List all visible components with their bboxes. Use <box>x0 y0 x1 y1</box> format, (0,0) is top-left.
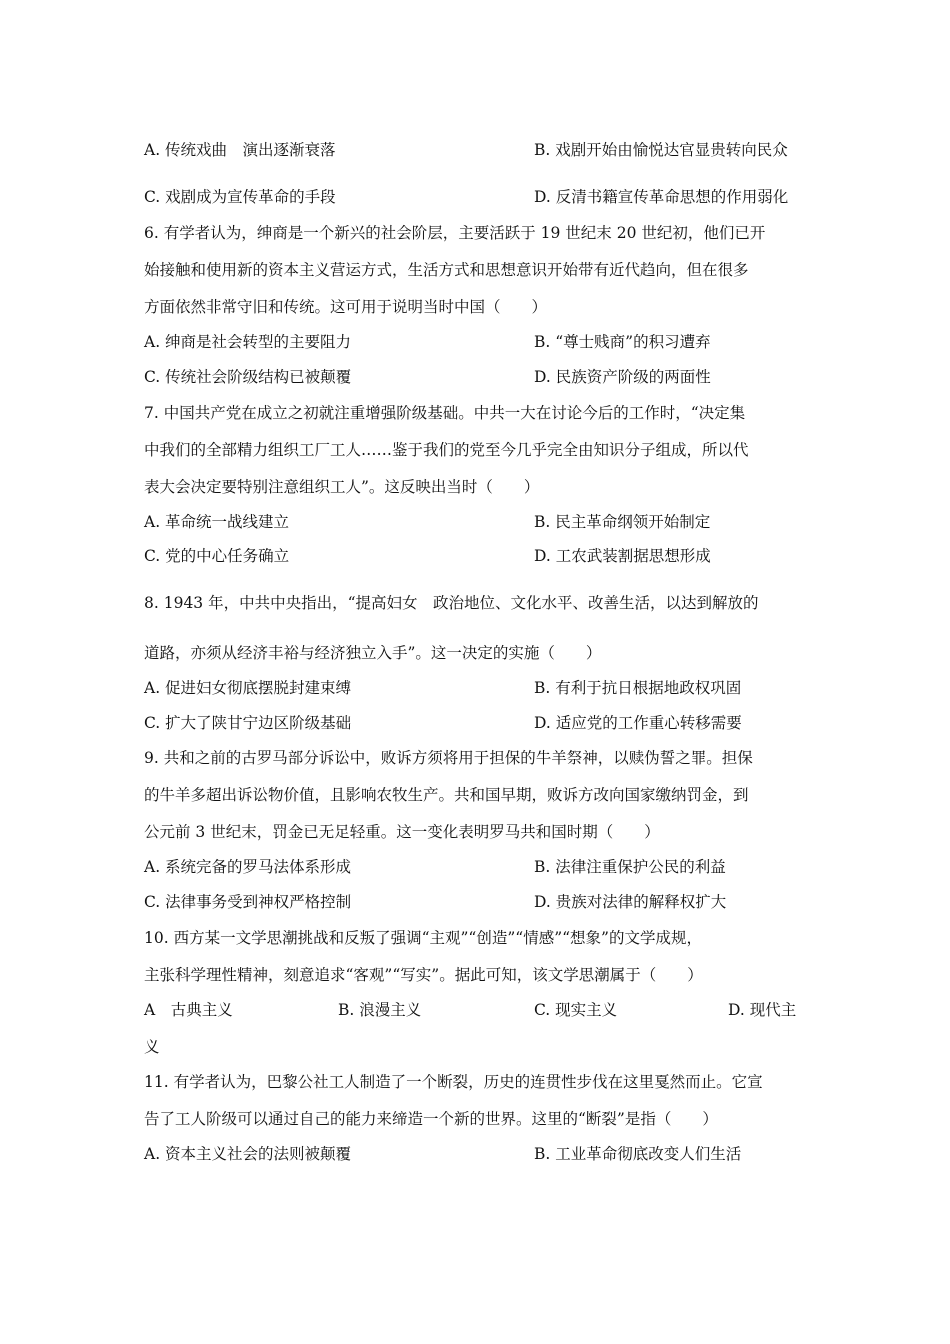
q6-option-b: B. “尊士贱商”的积习遭弃 <box>534 333 711 351</box>
q6-stem-line-2: 始接触和使用新的资本主义营运方式，生活方式和思想意识开始带有近代趋向，但在很多 <box>144 261 749 279</box>
q9-stem-line-3: 公元前 3 世纪末，罚金已无足轻重。这一变化表明罗马共和国时期（ ） <box>144 823 660 841</box>
q10-stem-line-1: 10. 西方某一文学思潮挑战和反叛了强调“主观”“创造”“情感”“想象”的文学成规， <box>144 929 702 947</box>
q7-stem-line-2: 中我们的全部精力组织工厂工人……鉴于我们的党至今几乎完全由知识分子组成，所以代 <box>144 441 749 459</box>
q8-option-b: B. 有利于抗日根据地政权巩固 <box>534 679 742 697</box>
q10-option-d: D. 现代主 <box>728 1001 797 1019</box>
q7-option-d: D. 工农武装割据思想形成 <box>534 547 711 565</box>
q8-option-d: D. 适应党的工作重心转移需要 <box>534 714 742 732</box>
q6-stem-line-3: 方面依然非常守旧和传统。这可用于说明当时中国（ ） <box>144 298 548 316</box>
q10-option-a: A 古典主义 <box>144 1001 233 1019</box>
q6-option-c: C. 传统社会阶级结构已被颠覆 <box>144 368 352 386</box>
q5-option-a: A. 传统戏曲 演出逐渐衰落 <box>144 141 336 159</box>
q8-option-c: C. 扩大了陕甘宁边区阶级基础 <box>144 714 352 732</box>
q7-option-c: C. 党的中心任务确立 <box>144 547 290 565</box>
q5-option-b: B. 戏剧开始由愉悦达官显贵转向民众 <box>534 141 788 159</box>
q10-stem-line-2: 主张科学理性精神，刻意追求“客观”“写实”。据此可知，该文学思潮属于（ ） <box>144 966 703 984</box>
q7-option-b: B. 民主革命纲领开始制定 <box>534 513 711 531</box>
q10-option-d-wrap: 义 <box>144 1038 160 1056</box>
q6-option-d: D. 民族资产阶级的两面性 <box>534 368 711 386</box>
q5-option-d: D. 反清书籍宣传革命思想的作用弱化 <box>534 188 789 206</box>
q10-option-c: C. 现实主义 <box>534 1001 618 1019</box>
q6-option-a: A. 绅商是社会转型的主要阻力 <box>144 333 352 351</box>
q7-option-a: A. 革命统一战线建立 <box>144 513 290 531</box>
q11-stem-line-1: 11. 有学者认为，巴黎公社工人制造了一个断裂，历史的连贯性步伐在这里戛然而止。它宣 <box>144 1073 763 1091</box>
q8-option-a: A. 促进妇女彻底摆脱封建束缚 <box>144 679 352 697</box>
q7-stem-line-1: 7. 中国共产党在成立之初就注重增强阶级基础。中共一大在讨论今后的工作时，“决定集 <box>144 404 746 422</box>
q9-option-b: B. 法律注重保护公民的利益 <box>534 858 726 876</box>
q11-option-b: B. 工业革命彻底改变人们生活 <box>534 1145 742 1163</box>
q7-stem-line-3: 表大会决定要特别注意组织工人”。这反映出当时（ ） <box>144 478 540 496</box>
q9-stem-line-2: 的牛羊多超出诉讼物价值，且影响农牧生产。共和国早期，败诉方改向国家缴纳罚金，到 <box>144 786 749 804</box>
q8-stem-line-1: 8. 1943 年，中共中央指出，“提高妇女 政治地位、文化水平、改善生活，以达到解放的 <box>144 594 759 612</box>
q9-stem-line-1: 9. 共和之前的古罗马部分诉讼中，败诉方须将用于担保的牛羊祭神，以赎伪誓之罪。担保 <box>144 749 753 767</box>
q6-stem-line-1: 6. 有学者认为，绅商是一个新兴的社会阶层，主要活跃于 19 世纪末 20 世纪初，他们已开 <box>144 224 766 242</box>
q10-option-b: B. 浪漫主义 <box>338 1001 422 1019</box>
q5-option-c: C. 戏剧成为宣传革命的手段 <box>144 188 336 206</box>
q9-option-c: C. 法律事务受到神权严格控制 <box>144 893 352 911</box>
q9-option-d: D. 贵族对法律的解释权扩大 <box>534 893 727 911</box>
q8-stem-line-2: 道路，亦须从经济丰裕与经济独立入手”。这一决定的实施（ ） <box>144 644 602 662</box>
q11-stem-line-2: 告了工人阶级可以通过自己的能力来缔造一个新的世界。这里的“断裂”是指（ ） <box>144 1110 718 1128</box>
q9-option-a: A. 系统完备的罗马法体系形成 <box>144 858 352 876</box>
q11-option-a: A. 资本主义社会的法则被颠覆 <box>144 1145 352 1163</box>
